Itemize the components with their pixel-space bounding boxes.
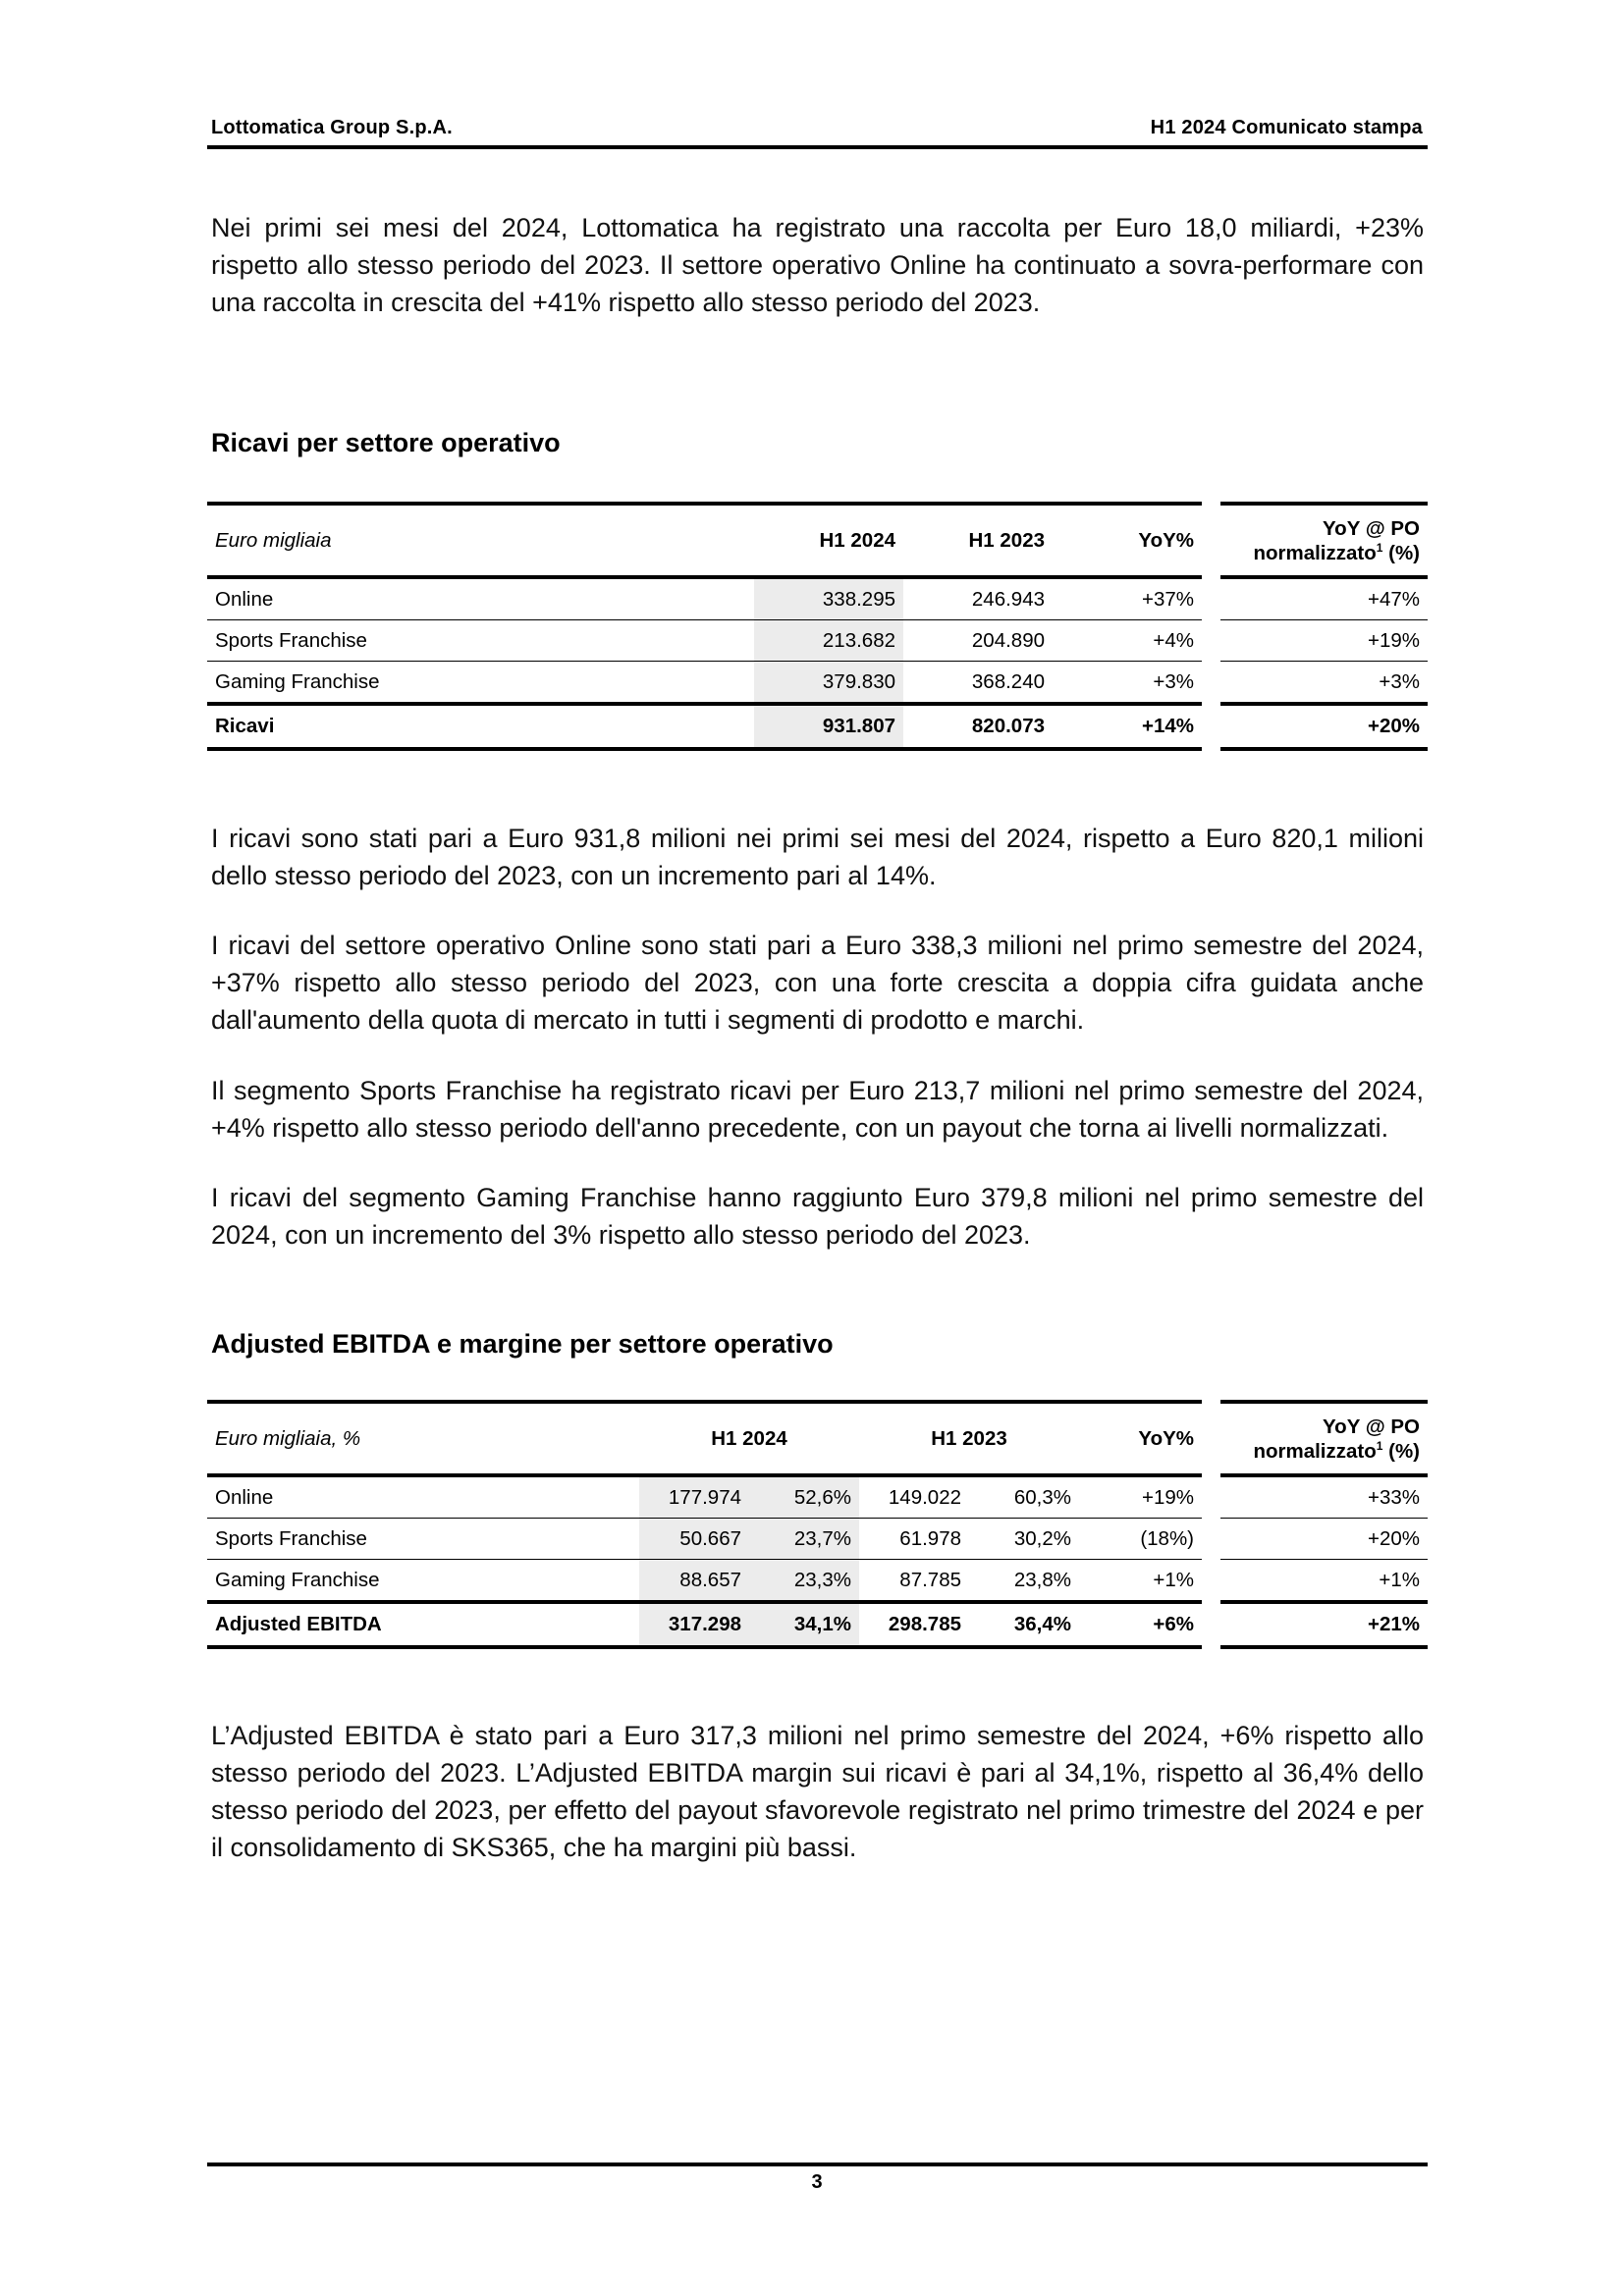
ebitda-unit-label: Euro migliaia, %	[207, 1402, 639, 1475]
footer-rule	[207, 2163, 1428, 2166]
revenue-col-h1-2023: H1 2023	[903, 504, 1053, 577]
cell-value-2023: 149.022	[859, 1475, 969, 1519]
total-label: Adjusted EBITDA	[207, 1602, 639, 1647]
revenue-col-norm-suffix: (%)	[1382, 541, 1420, 564]
cell-margin-2024: 23,3%	[749, 1560, 859, 1603]
cell-yoy: +19%	[1079, 1475, 1202, 1519]
cell-value-2024: 88.657	[639, 1560, 749, 1603]
header-doc-title: H1 2024 Comunicato stampa	[1150, 117, 1423, 138]
ebitda-col-norm-footnote: 1	[1376, 1438, 1383, 1453]
cell-margin-2023: 30,2%	[969, 1519, 1079, 1560]
cell-margin-2023: 23,8%	[1013, 1568, 1071, 1591]
total-label: Ricavi	[207, 704, 754, 749]
cell-value-2024: 177.974	[639, 1475, 749, 1519]
ebitda-table	[207, 1400, 1428, 1649]
revenue-col-h1-2024: H1 2024	[754, 504, 903, 577]
table-row	[207, 1475, 1428, 1519]
ebitda-col-norm-line2: normalizzato	[1253, 1439, 1377, 1463]
ebitda-col-norm-suffix: (%)	[1382, 1439, 1420, 1463]
revenue-unit-label: Euro migliaia	[207, 504, 754, 577]
header-rule	[207, 145, 1428, 149]
table-row	[207, 1560, 1428, 1603]
revenue-col-norm-footnote: 1	[1376, 540, 1383, 555]
cell-norm: +33%	[1220, 1475, 1428, 1519]
cell-value-2023: 61.978	[859, 1519, 969, 1560]
revenue-col-norm	[1220, 504, 1428, 577]
revenue-col-yoy: YoY%	[1053, 504, 1202, 577]
cell-h1-2023: 246.943	[903, 577, 1053, 620]
ebitda-paragraph: L’Adjusted EBITDA è stato pari a Euro 317,3 milioni nel primo semestre del 2024, +6% rispetto allo stesso periodo del 2023. L’Adjusted EBITDA margin sui ricavi è pari al 34,1%, rispetto al 36,4% dello stesso periodo del 2023, per effetto del payout sfavorevole registrato nel primo trimestre del 2024 e per il consolidamento di SKS365, che ha margini più bassi.	[211, 1721, 1424, 1862]
row-label: Online	[207, 577, 754, 620]
table-row	[207, 1519, 1428, 1560]
total-h1-2024: 931.807	[754, 704, 903, 749]
ebitda-total-row	[207, 1602, 1428, 1647]
cell-value-2024: 50.667	[639, 1519, 749, 1560]
cell-h1-2024: 338.295	[754, 577, 903, 620]
total-value-2024: 317.298	[639, 1602, 749, 1647]
header-company: Lottomatica Group S.p.A.	[211, 117, 453, 138]
cell-yoy: +4%	[1053, 620, 1202, 662]
revenue-table-header	[207, 504, 1428, 577]
revenue-paragraph-3: Il segmento Sports Franchise ha registrato ricavi per Euro 213,7 milioni nel primo semestre del 2024, +4% rispetto allo stesso periodo dell'anno precedente, con un payout che torna ai livelli normalizzati.	[211, 1076, 1424, 1143]
row-label: Gaming Franchise	[215, 1568, 380, 1591]
revenue-col-norm-line2: normalizzato	[1253, 541, 1377, 564]
total-yoy: +14%	[1053, 704, 1202, 749]
table-row	[207, 662, 1428, 705]
cell-yoy: (18%)	[1079, 1519, 1202, 1560]
total-margin-2024: 34,1%	[749, 1602, 859, 1647]
revenue-section-title: Ricavi per settore operativo	[211, 428, 561, 457]
ebitda-col-yoy: YoY%	[1079, 1402, 1202, 1475]
revenue-total-row	[207, 704, 1428, 749]
row-label: Sports Franchise	[207, 620, 754, 662]
cell-h1-2024: 379.830	[754, 662, 903, 705]
revenue-paragraph-2: I ricavi del settore operativo Online sono stati pari a Euro 338,3 milioni nel primo semestre del 2024, +37% rispetto allo stesso periodo del 2023, con una forte crescita a doppia cifra guidata anche dall'aumento della quota di mercato in tutti i segmenti di prodotto e marchi.	[211, 931, 1424, 1035]
total-yoy: +6%	[1079, 1602, 1202, 1647]
ebitda-col-h1-2023: H1 2023	[859, 1402, 1079, 1475]
ebitda-section-title: Adjusted EBITDA e margine per settore operativo	[211, 1329, 834, 1359]
row-label: Online	[207, 1475, 639, 1519]
cell-h1-2024: 213.682	[754, 620, 903, 662]
cell-margin-2023: 60,3%	[969, 1475, 1079, 1519]
total-margin-2023: 36,4%	[969, 1602, 1079, 1647]
cell-h1-2023: 368.240	[971, 669, 1045, 693]
cell-norm: +19%	[1220, 620, 1428, 662]
table-row	[207, 577, 1428, 620]
revenue-col-norm-line1: YoY @ PO	[1323, 516, 1420, 540]
total-norm: +20%	[1220, 704, 1428, 749]
cell-norm: +3%	[1379, 669, 1420, 693]
ebitda-table-header	[207, 1402, 1428, 1475]
cell-margin-2024: 23,7%	[749, 1519, 859, 1560]
row-label: Gaming Franchise	[215, 669, 380, 693]
cell-norm: +47%	[1220, 577, 1428, 620]
cell-norm: +20%	[1220, 1519, 1428, 1560]
revenue-paragraph-4: I ricavi del segmento Gaming Franchise hanno raggiunto Euro 379,8 milioni nel primo semestre del 2024, con un incremento del 3% rispetto allo stesso periodo del 2023.	[211, 1183, 1424, 1250]
revenue-paragraph-1: I ricavi sono stati pari a Euro 931,8 milioni nei primi sei mesi del 2024, rispetto a Euro 820,1 milioni dello stesso periodo del 2023, con un incremento pari al 14%.	[211, 824, 1424, 890]
total-norm: +21%	[1220, 1602, 1428, 1647]
ebitda-col-norm-line1: YoY @ PO	[1323, 1415, 1420, 1438]
total-value-2023: 298.785	[859, 1602, 969, 1647]
total-h1-2023: 820.073	[903, 704, 1053, 749]
cell-yoy: +37%	[1053, 577, 1202, 620]
cell-h1-2023: 204.890	[903, 620, 1053, 662]
ebitda-col-norm	[1220, 1402, 1428, 1475]
cell-yoy: +3%	[1153, 669, 1194, 693]
cell-margin-2024: 52,6%	[749, 1475, 859, 1519]
ebitda-col-h1-2024: H1 2024	[639, 1402, 859, 1475]
page-number: 3	[811, 2171, 823, 2193]
intro-paragraph: Nei primi sei mesi del 2024, Lottomatica ha registrato una raccolta per Euro 18,0 miliardi, +23% rispetto allo stesso periodo del 2023. Il settore operativo Online ha continuato a sovra-performare con una raccolta in crescita del +41% rispetto allo stesso periodo del 2023.	[211, 213, 1424, 317]
cell-value-2023: 87.785	[899, 1568, 961, 1591]
cell-norm: +1%	[1379, 1568, 1420, 1591]
row-label: Sports Franchise	[207, 1519, 639, 1560]
table-row	[207, 620, 1428, 662]
revenue-table	[207, 502, 1428, 751]
cell-yoy: +1%	[1153, 1568, 1194, 1591]
